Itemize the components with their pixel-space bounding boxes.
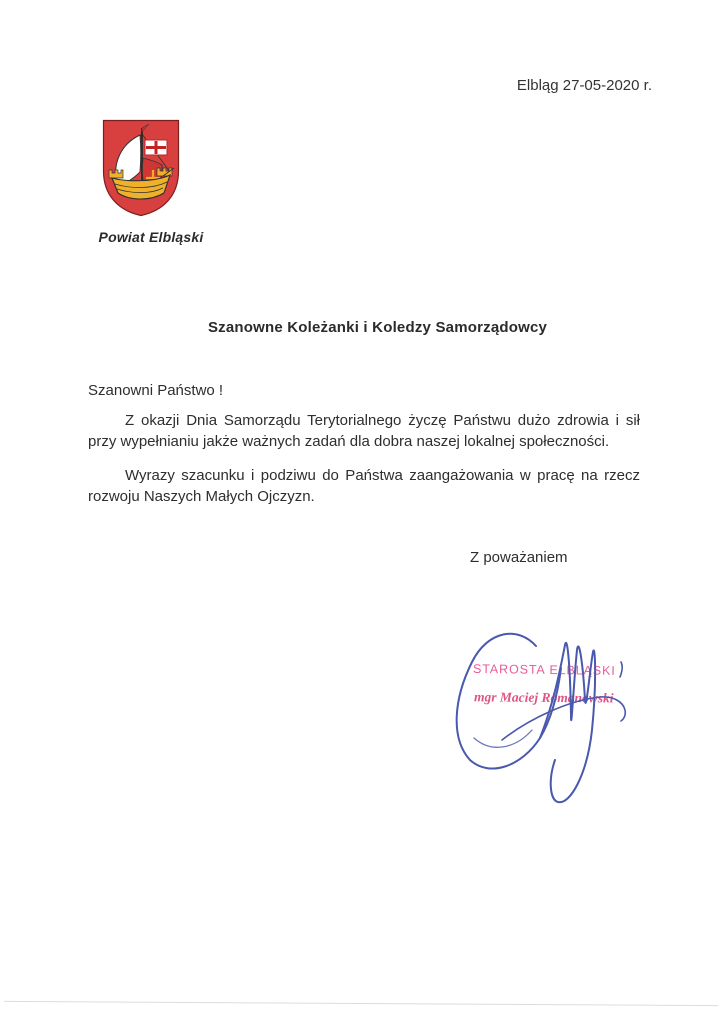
signature-ink bbox=[440, 620, 670, 820]
signature-loop bbox=[457, 634, 561, 769]
letter-date: Elbląg 27-05-2020 r. bbox=[516, 77, 652, 94]
crest-caption: Powiat Elbląski bbox=[98, 229, 204, 245]
stamp-name: mgr Maciej Romanowski bbox=[473, 689, 614, 706]
signature-sweep bbox=[502, 697, 625, 740]
scan-edge-artifact bbox=[4, 1001, 718, 1006]
powiat-elblaski-coat-of-arms-icon bbox=[101, 118, 181, 218]
letter-salutation: Szanowni Państwo ! bbox=[88, 382, 224, 399]
signature-tick bbox=[620, 662, 622, 677]
letter-paragraph: Z okazji Dnia Samorządu Terytorialnego życzę Państwu dużo zdrowia i sił przy wypełnianiu jakże ważnych zadań dla dobra naszej lokalnej społeczności. bbox=[88, 412, 640, 450]
letter-closing: Z poważaniem bbox=[470, 549, 568, 566]
letter-paragraph: Wyrazy szacunku i podziwu do Państwa zaangażowania w pracę na rzecz rozwoju Naszych Małych Ojczyzn. bbox=[88, 467, 640, 505]
stamp-title: STAROSTA ELBLĄSKI bbox=[472, 661, 616, 678]
crest-aftcastle bbox=[109, 170, 123, 178]
letter-heading: Szanowne Koleżanki i Koledzy Samorządowcy bbox=[207, 319, 548, 336]
